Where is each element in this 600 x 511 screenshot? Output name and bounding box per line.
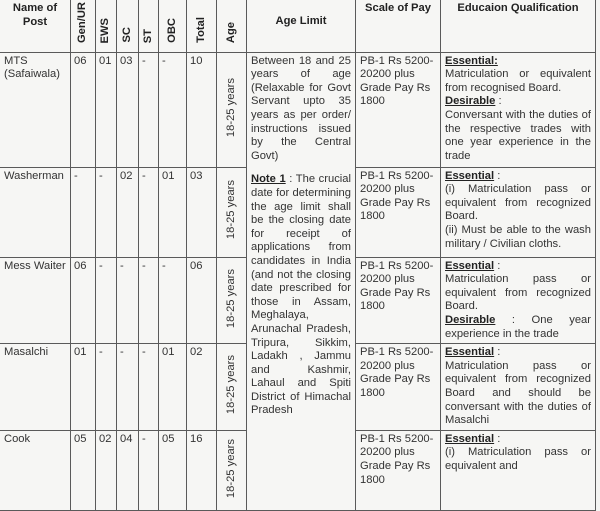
essential-label: Essential [445, 169, 495, 182]
essential-line: Essential : [445, 432, 501, 445]
ews-count: - [96, 344, 117, 431]
age-limit-text: Between 18 and 25 years of age (Relaxable for Govt Servant upto 35 years as per order/ instructions issued by the Central Govt) [251, 54, 351, 162]
desirable-label: Desirable [445, 95, 496, 108]
ews-count: 02 [96, 430, 117, 510]
st-count: - [139, 257, 159, 344]
age-range: 18-25 years [217, 52, 247, 167]
header-scale-of-pay: Scale of Pay [356, 0, 441, 52]
gen-count: 06 [71, 257, 96, 344]
header-ews: EWS [96, 0, 117, 52]
post-name: Cook [0, 430, 71, 510]
essential-text: Matriculation pass or equivalent from recognized Board and should be conversant with the duties of Masalchi [445, 359, 591, 427]
essential-text: Matriculation pass or equivalent from recognized Board. [445, 273, 591, 313]
essential-line: Essential : [445, 259, 501, 272]
post-name: MTS (Safaiwala) [0, 52, 71, 167]
header-name-of-post: Name of Post [0, 0, 71, 52]
st-count: - [139, 344, 159, 431]
gen-count: 01 [71, 344, 96, 431]
desirable-label: Desirable [445, 314, 496, 326]
header-sc: SC [117, 0, 139, 52]
gen-count: 05 [71, 430, 96, 510]
desirable-line: Desirable : [445, 95, 502, 108]
essential-item-2: (ii) Must be able to the wash military / Civilian cloths. [445, 224, 591, 250]
total-count: 16 [187, 430, 217, 510]
pay-scale: PB-1 Rs 5200-20200 plus Grade Pay Rs 1800 [356, 167, 441, 257]
total-count: 03 [187, 167, 217, 257]
gen-count: - [71, 167, 96, 257]
education-cell [441, 52, 596, 167]
header-row [0, 0, 596, 52]
essential-text: Matriculation or equivalent from recognised Board. [445, 68, 591, 94]
ews-count: - [96, 257, 117, 344]
education-cell [441, 257, 596, 344]
ews-count: 01 [96, 52, 117, 167]
age-range: 18-25 years [217, 344, 247, 431]
total-count: 10 [187, 52, 217, 167]
obc-count: 01 [159, 344, 187, 431]
pay-scale: PB-1 Rs 5200-20200 plus Grade Pay Rs 1800 [356, 430, 441, 510]
age-limit-note [251, 173, 351, 418]
essential-label: Essential [445, 259, 495, 272]
ews-count: - [96, 167, 117, 257]
education-cell [441, 344, 596, 431]
essential-line: Essential : [445, 346, 501, 359]
essential-label: Essential [445, 346, 495, 359]
desirable-text: Conversant with the duties of the respective trades with one year experience in the trade [445, 109, 591, 162]
essential-label: Essential: [445, 54, 498, 67]
header-st: ST [139, 0, 159, 52]
total-count: 06 [187, 257, 217, 344]
age-range: 18-25 years [217, 430, 247, 510]
age-range: 18-25 years [217, 167, 247, 257]
sc-count: 02 [117, 167, 139, 257]
header-gen-ur: Gen/UR [71, 0, 96, 52]
st-count: - [139, 52, 159, 167]
obc-count: - [159, 52, 187, 167]
st-count: - [139, 167, 159, 257]
essential-line: Essential : [445, 169, 501, 182]
header-age-limit: Age Limit [247, 0, 356, 52]
obc-count: - [159, 257, 187, 344]
sc-count: 04 [117, 430, 139, 510]
essential-item-1: (i) Matriculation pass or equivalent from recognized Board. [445, 183, 591, 223]
age-range: 18-25 years [217, 257, 247, 344]
obc-count: 01 [159, 167, 187, 257]
header-education: Educaion Qualification [441, 0, 596, 52]
pay-scale: PB-1 Rs 5200-20200 plus Grade Pay Rs 1800 [356, 52, 441, 167]
pay-scale: PB-1 Rs 5200-20200 plus Grade Pay Rs 1800 [356, 257, 441, 344]
sc-count: 03 [117, 52, 139, 167]
st-count: - [139, 430, 159, 510]
header-age: Age [217, 0, 247, 52]
table-row [0, 52, 596, 167]
header-obc: OBC [159, 0, 187, 52]
education-cell [441, 430, 596, 510]
post-name: Mess Waiter [0, 257, 71, 344]
pay-scale: PB-1 Rs 5200-20200 plus Grade Pay Rs 1800 [356, 344, 441, 431]
note-text: : The crucial date for determining the age limit shall be the closing date for receipt of applications from candidates in India (and not the closing date prescribed for those in Assam, Meghalaya, Arunachal Pradesh, Tripura, Sikkim, Ladakh , Jammu and Kashmir, Lahaul and Spiti District of Himachal Pradesh [251, 173, 351, 417]
essential-label: Essential [445, 432, 495, 445]
sc-count: - [117, 344, 139, 431]
gen-count: 06 [71, 52, 96, 167]
desirable-line: Desirable : One year experience in the trade [445, 314, 591, 340]
note-label: Note 1 [251, 173, 286, 186]
post-name: Washerman [0, 167, 71, 257]
obc-count: 05 [159, 430, 187, 510]
age-limit-cell [247, 52, 356, 510]
sc-count: - [117, 257, 139, 344]
education-cell [441, 167, 596, 257]
header-total: Total [187, 0, 217, 52]
post-name: Masalchi [0, 344, 71, 431]
total-count: 02 [187, 344, 217, 431]
essential-item-1: (i) Matriculation pass or equivalent and [445, 446, 591, 472]
